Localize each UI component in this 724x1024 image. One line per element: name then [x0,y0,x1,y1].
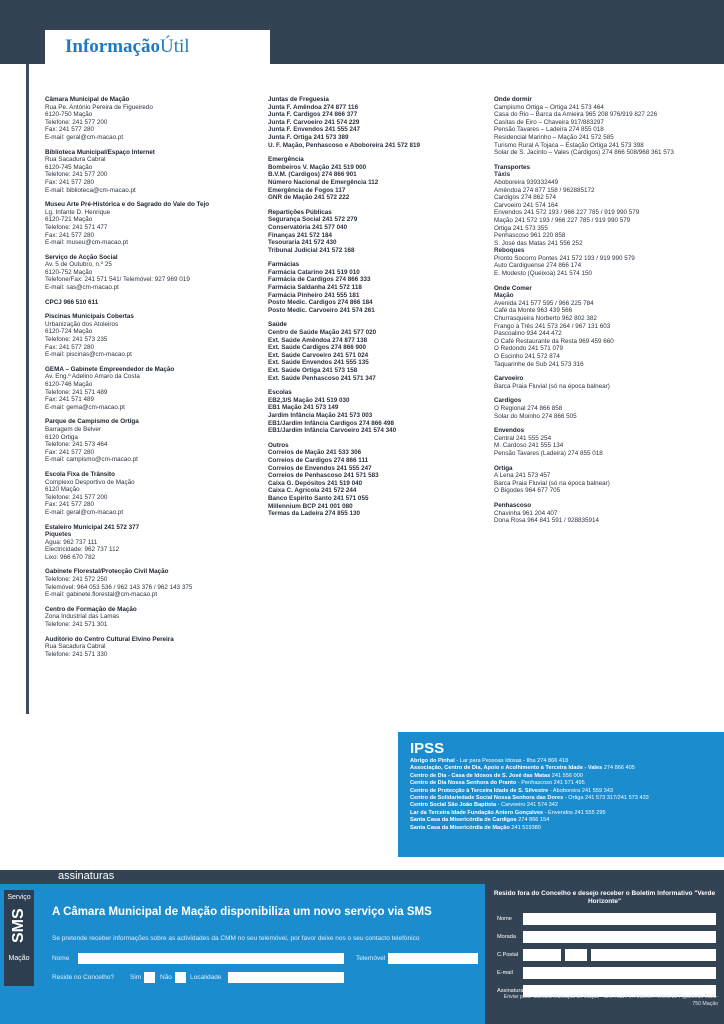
sms-no-label: Não [160,974,172,981]
col2-block-heading: Emergência [268,156,304,164]
col1-block [45,524,255,562]
col1-block-line: E-mail: gema@cm-macao.pt [45,403,125,411]
ipss-title: IPSS [410,740,445,757]
col2-block-line: Conservatória 241 577 040 [268,223,348,231]
ipss-item-detail: - Envendos 241 555 295 [543,809,606,816]
col2-block [268,156,483,202]
sms-phone-label: Telemóvel [356,955,386,962]
col1-block-line: Rua Pe. António Pereira de Figueiredo [45,103,153,111]
col1-block [45,568,255,598]
col1-block-heading: Escola Fixa de Trânsito [45,470,115,478]
col3-block-line: E. Modesto (Queixoa) 241 574 150 [494,270,593,278]
col3-block-line: Avenida 241 577 595 / 966 225 784 [494,299,594,307]
col2-block-heading: Escolas [268,389,292,397]
col3-block-line: Frango à Três 241 573 264 / 967 131 603 [494,322,611,330]
col2-block-line: Correios de Envendos 241 555 247 [268,464,372,472]
col2-block-heading: Farmácias [268,261,300,269]
col2-block-line: Ext. Saúde Amêndoa 274 877 138 [268,336,368,344]
col3-block-heading: Transportes [494,163,531,171]
col2-block-line: Bombeiros V. Mação 241 519 000 [268,163,367,171]
col2-block-line: Millennium BCP 241 001 080 [268,502,353,510]
form-footer: Enviar para: Câmara Municipal de Mação - C/k. Rua Pe. António Pereira de Figueiredo 6120-750 Mação [503,994,718,1007]
col3-block-line: O Regional 274 866 858 [494,404,563,412]
signatures-bar [0,870,724,884]
col2-block-line: Farmácia Catarino 241 519 010 [268,268,360,276]
ipss-item-name: Centro de Solidariedade Social Nossa Senhora das Dores [410,795,564,802]
form-name-label: Nome [497,916,512,922]
col1-block-heading: Parque de Campismo de Ortiga [45,418,139,426]
ipss-item-name: Lar da Terceira Idade Fundação Antero Gonçalves [410,809,544,816]
col1-block-line: E-mail: geral@cm-macao.pt [45,508,124,516]
ipss-item [410,788,724,795]
col3-block [494,164,716,278]
col1-block [45,299,255,307]
col3-block-line: A Lena 241 573 457 [494,472,551,480]
col1-block-line: Telefone: 241 573 235 [45,336,108,344]
col1-block-line: Telefone: 241 572 250 [45,576,108,584]
col3-block-line: Carvoeiro 241 574 164 [494,201,559,209]
ipss-item-detail: 274 866 154 [516,817,550,824]
left-margin-rule [26,64,29,714]
col2-block-line: Posto Medic. Cardigos 274 866 184 [268,299,373,307]
ipss-item-name: Centro de Protecção à Terceira Idade de S. Silvestre [410,787,549,794]
col1-block-heading: Gabinete Florestal/Protecção Civil Mação [45,568,169,576]
col2-block-line: Caixa C. Agrícola 241 572 244 [268,487,357,495]
col3-block-line: Residencial Marinho – Mação 241 572 585 [494,133,614,141]
col3-block [494,502,716,525]
col1-block-line: Telefone: 241 571 477 [45,223,108,231]
col1-block-line: Rua Sacadura Cabral [45,643,106,651]
col1-block-line: Telefone: 241 577 200 [45,118,108,126]
col2-block-line: Tribunal Judicial 241 572 168 [268,246,355,254]
ipss-item [410,773,724,780]
col2-block-line: GNR de Mação 241 572 222 [268,194,350,202]
col2-block [268,261,483,314]
col1-block [45,96,255,142]
col1-block-line: 6120 Mação [45,486,80,494]
col2-block-line: Correios de Mação 241 533 306 [268,449,362,457]
col1-block-line: Av. 5 de Outubro, n.º 25 [45,261,112,269]
form-postal-label: C.Postal [497,952,519,958]
col3-block-line: Chavinha 961 204 407 [494,509,558,517]
col1-block-line: Telefone: 241 571 489 [45,388,108,396]
col2-block-line: Correios de Penhascoso 241 571 583 [268,472,379,480]
form-email-label: E-mail [497,970,513,976]
col1-block-line: E-mail: geral@cm-macao.pt [45,133,124,141]
ipss-item [410,817,724,824]
ipss-item-name: Santa Casa da Misericórdia de Mação [410,824,510,831]
col2-block-line: Ext. Saúde Envendos 241 555 135 [268,359,369,367]
sms-name-input[interactable] [78,953,344,964]
col3-block-line: Pronto Socorro Pontes 241 572 193 / 919 990 579 [494,254,635,262]
col3-block [494,427,716,457]
col3-block [494,285,716,369]
sms-no-checkbox[interactable] [175,972,186,983]
col2-block-line: Posto Medic. Carvoeiro 241 574 261 [268,306,375,314]
col1-block-line: Fax: 241 577 280 [45,448,95,456]
col1-block-line: E-mail: biblioteca@cm-macao.pt [45,186,136,194]
col1-block-heading: Estaleiro Municipal 241 572 377 [45,523,140,531]
col2-block-line: Junta F. Envendos 241 555 247 [268,126,361,134]
col3-block-line: M. Cardoso 241 555 134 [494,442,564,450]
col1-block-heading: Serviço de Acção Social [45,253,118,261]
col1-block-line: E-mail: piscinas@cm-macao.pt [45,351,132,359]
page-title [45,30,270,66]
sms-locality-input[interactable] [228,972,344,983]
col1-block-heading: Auditório do Centro Cultural Elvino Pereira [45,635,174,643]
col2-block-line: Junta F. Amêndoa 274 877 116 [268,103,359,111]
ipss-item [410,795,724,802]
col1-block [45,201,255,247]
col2-block-line: Centro de Saúde Mação 241 577 020 [268,329,377,337]
col3-block-line: Dona Rosa 964 841 591 / 928835914 [494,517,600,525]
ipss-item-detail: - Aboboreira 241 559 343 [548,787,613,794]
col1-block-line: Telefone: 241 571 301 [45,621,108,629]
ipss-item-detail: - Ortiga 241 573 317/241 573 433 [563,795,649,802]
col1-block [45,149,255,195]
contacts-column-1 [45,96,255,665]
col1-block-line: Lixo: 966 670 782 [45,553,96,561]
col1-block-heading: Piscinas Municipais Cobertas [45,313,134,321]
col1-block-line: E-mail: museu@cm-macao.pt [45,239,129,247]
sms-phone-input[interactable] [388,953,478,964]
ipss-item-detail: 274 866 405 [602,765,635,772]
col1-block-line: Fax: 241 577 280 [45,231,95,239]
col3-block [494,397,716,420]
ipss-item-name: Centro Social São João Baptista [410,802,497,809]
col1-block-line: Barragem de Belver [45,425,101,433]
col3-block-line: Barca Praia Fluvial (só na época balnear) [494,382,610,390]
col2-block-line: Correios de Cardigos 274 866 111 [268,456,369,464]
col2-block-line: Segurança Social 241 572 279 [268,216,358,224]
ipss-item-detail: - Carvoeiro 241 574 342 [496,802,558,809]
form-postal-input-1[interactable] [523,949,561,961]
col1-block [45,366,255,412]
ipss-item-name: Associação, Centro de Dia, Apoio e Acolhimento à Terceira Idade - Vales [410,765,603,772]
col3-block-line: Taquarinhe de Sub 241 573 316 [494,360,584,368]
col1-block-line: Av. Eng.º Adelino Amaro da Costa [45,373,140,381]
sms-title: A Câmara Municipal de Mação disponibiliza um novo serviço via SMS [52,906,432,918]
sms-logo-big: SMS [10,908,27,943]
col3-block-line: Solar de S. Jacinto – Vales (Cardigos) 274 866 508/968 361 573 [494,149,674,157]
col3-block-line: Reboques [494,247,525,255]
col1-block-line: Urbanização dos Atoleiros [45,320,119,328]
col2-block-line: Ext. Saúde Penhascoso 241 571 347 [268,374,376,382]
col1-block-heading: GEMA – Gabinete Empreendedor de Mação [45,365,175,373]
ipss-item-name: Centro de Dia - Casa de Idosos de S. José das Matas [410,772,551,779]
col3-block-line: O Escinho 241 572 874 [494,353,560,360]
col3-block-line: Central 241 555 254 [494,434,552,442]
col3-block [494,375,716,390]
col1-block-line: Complexo Desportivo de Mação [45,478,135,486]
sms-resident-label: Reside no Concelho? [52,974,115,981]
col2-block-line: Farmácia Saldanha 241 572 118 [268,284,362,292]
col3-block-heading: Ortiga [494,464,513,472]
col1-block-line: Telefone: 241 577 200 [45,171,108,179]
col2-block [268,321,483,382]
col3-block-line: Táxis [494,171,511,179]
col2-block-line: Ext. Saúde Ortiga 241 573 158 [268,367,358,374]
col3-block-line: Casitas de Eiro – Chaveira 917/883297 [494,118,604,126]
col1-block-line: 6120 Ortiga [45,433,78,441]
col1-block-line: Telefone: 241 577 200 [45,493,108,501]
col2-block-line: EB2,3/S Mação 241 519 030 [268,396,350,404]
sms-yes-label: Sim [130,974,142,981]
col2-block-heading: Saúde [268,321,287,329]
col1-block-line: Zona Industrial das Lamas [45,613,120,621]
col1-block-line: Electricidade: 962 737 112 [45,546,120,554]
col1-block-heading: Biblioteca Municipal/Espaço Internet [45,148,155,156]
ipss-item-name: Abrigo do Pinhal [410,758,455,764]
contacts-column-3 [494,96,716,532]
col2-block-line: Farmácia Pinheiro 241 555 181 [268,291,360,299]
sms-description: Se pretende receber informações sobre as actividades da CMM no seu telemóvel, por favor deixe nos o seu contacto telefónico [52,935,420,942]
col1-block-line: 6120-745 Mação [45,163,93,171]
form-signature-label: Assinatura [497,988,524,994]
col3-block-line: Solar do Moinho 274 866 505 [494,412,577,420]
col2-block-line: Tesouraria 241 572 430 [268,239,337,247]
ipss-panel [398,732,724,857]
col1-block-line: Água: 962 737 111 [45,538,98,546]
col3-block-line: Mação [494,292,514,300]
col3-block-heading: Carvoeiro [494,375,524,383]
ipss-item [410,802,724,809]
col3-block [494,465,716,495]
col3-block-heading: Cardigos [494,397,522,405]
col2-block-line: Emergência de Fogos 117 [268,186,346,194]
col2-block-heading: Outros [268,441,289,449]
sms-logo-bottom: Mação [8,955,30,962]
col1-block-heading: Centro de Formação de Mação [45,605,137,613]
col3-block-line: Ortiga 241 573 355 [494,224,548,232]
col3-block-line: Campismo Ortiga – Ortiga 241 573 464 [494,103,604,111]
col2-block [268,96,483,149]
col3-block-line: O Café Restaurante da Resta 969 459 660 [494,337,614,345]
col3-block-line: Barca Praia Fluvial (só na época balnear) [494,479,610,487]
col1-block-line: Piquetes [45,531,72,539]
col2-block [268,209,483,255]
col2-block-line: Junta F. Ortiga 241 573 389 [268,133,349,141]
col1-block [45,636,255,659]
ipss-item-detail: - Penhascoso 241 571 495 [516,780,585,787]
col2-block-line: Banco Espírito Santo 241 571 055 [268,494,369,502]
col3-block-line: Envendos 241 572 193 / 966 227 785 / 919 990 579 [494,209,640,217]
ipss-item-detail: 241 556 000 [550,772,583,779]
col3-block-line: Turismo Rural A Tojaca – Estação Ortiga 241 573 398 [494,141,644,149]
col1-block-line: Fax: 241 577 280 [45,178,95,186]
col2-block-line: U. F. Mação, Penhascoso e Aboboreira 241 572 819 [268,141,421,149]
col3-block-line: O Redondo 241 571 079 [494,345,563,353]
col1-block-line: 6120-746 Mação [45,381,93,388]
ipss-item [410,810,724,817]
col1-block-line: 6120-750 Mação [45,111,93,119]
col3-block-line: Cardigos 274 862 574 [494,194,556,202]
col1-block-line: Telefone/Fax: 241 571 541/ Telemóvel: 927 969 019 [45,276,190,284]
sms-locality-label: Localidade [190,974,222,981]
col3-block-line: Pensão Tavares (Ladeira) 274 855 018 [494,449,603,457]
col2-block-line: EB1/Jardim Infância Carvoeiro 241 574 340 [268,427,397,435]
sms-logo [4,890,34,986]
sms-yes-checkbox[interactable] [144,972,155,983]
page-title-thin: Útil [159,36,190,57]
ipss-item [410,758,724,765]
col2-block-line: Ext. Saúde Carvoeiro 241 571 024 [268,351,369,359]
col1-block [45,471,255,517]
col3-block-line: Pascoalino 934 244 472 [494,330,562,338]
col2-block-line: EB1/Jardim Infância Cardigos 274 866 498 [268,419,394,427]
col3-block-line: Pensão Tavares – Ladeira 274 855 018 [494,126,604,134]
form-postal-input-2[interactable] [565,949,587,961]
form-email-input[interactable] [523,967,716,979]
ipss-item-detail: - Lar para Pessoas Idosas - Ilha 274 866 418 [454,758,569,764]
ipss-item [410,780,724,787]
col2-block-line: Caixa G. Depósitos 241 519 040 [268,479,363,487]
col1-block-line: E-mail: gabinete.florestal@cm-macao.pt [45,591,158,599]
form-address-label: Morada [497,934,516,940]
sms-logo-top: Serviço [7,894,31,901]
col3-block-line: S. José das Matas 241 556 252 [494,239,583,247]
col1-block-line: 6120-724 Mação [45,328,93,336]
col3-block-line: Aboboreira 939332449 [494,178,559,186]
col1-block-line: Fax: 241 577 280 [45,126,95,134]
col3-block-heading: Onde Comer [494,284,532,292]
col1-block [45,254,255,292]
col2-block-line: Finanças 241 572 184 [268,231,333,239]
sms-name-label: Nome [52,955,70,962]
col3-block [494,96,716,157]
col1-block-line: Telefone: 241 571 330 [45,650,108,658]
contacts-column-2 [268,96,483,525]
col2-block [268,389,483,435]
ipss-item [410,765,724,772]
col1-block [45,418,255,464]
col2-block-line: EB1 Mação 241 573 149 [268,404,339,412]
col2-block-line: Jardim Infância Mação 241 573 003 [268,411,373,419]
col2-block-line: Número Nacional de Emergência 112 [268,178,379,186]
col2-block-line: Farmácia de Cardigos 274 866 333 [268,276,371,284]
col3-block-heading: Onde dormir [494,96,532,103]
col1-block-line: E-mail: campismo@cm-macao.pt [45,456,138,464]
col2-block-heading: Juntas de Freguesia [268,96,329,103]
col1-block-line: Lg. Infante D. Henrique [45,208,111,216]
col1-block-line: Telemóvel: 964 053 536 / 962 143 376 / 962 143 375 [45,583,193,591]
ipss-list [410,758,724,832]
ipss-item-detail: 241 519380 [509,824,541,831]
col2-block-line: Ext. Saúde Cardigos 274 866 900 [268,344,367,352]
col3-block-line: Amêndoa 274 877 158 / 962885172 [494,186,595,194]
ipss-item [410,825,724,832]
ipss-item-name: Centro de Dia Nossa Senhora do Pranto [410,780,517,787]
col3-block-line: Penhascoso 961 220 858 [494,232,566,240]
form-address-input[interactable] [523,931,716,943]
col2-block [268,442,483,518]
signatures-label: assinaturas [58,870,115,882]
col3-block-line: O Bigodes 964 677 705 [494,487,561,495]
col3-block-line: Auto Cardiguense 274 866 174 [494,262,582,270]
col2-block-line: B.V.M. (Cardigos) 274 866 901 [268,171,357,179]
col2-block-line: Junta F. Cardigos 274 866 377 [268,111,358,119]
col1-block-line: Fax: 241 577 280 [45,501,95,509]
col3-block-heading: Penhascoso [494,501,532,509]
col1-block-line: E-mail: sas@cm-macao.pt [45,284,119,292]
col3-block-line: Churrasqueira Norberto 962 802 382 [494,315,597,323]
col1-block-line: Rua Sacadura Cabral [45,156,106,164]
col1-block-line: 6120-721 Mação [45,216,93,224]
col1-block-heading: Museu Arte Pré-Histórica e do Sagrado do Vale do Tejo [45,201,210,209]
newsletter-form-title: Resido fora do Concelho e desejo receber o Boletim Informativo "Verde Horizonte" [493,890,716,905]
col2-block-line: Termas da Ladeira 274 855 130 [268,510,360,518]
col3-block-heading: Envendos [494,427,525,435]
col2-block-heading: Repartições Públicas [268,208,332,216]
form-name-input[interactable] [523,913,716,925]
col3-block-line: Casa do Rio – Barca da Amieira 965 208 976/919 827 226 [494,111,658,119]
col1-block-heading: CPCJ 966 510 611 [45,298,99,306]
col1-block-line: Fax: 241 577 280 [45,343,95,351]
page-title-bold: Informação [65,36,160,57]
form-postal-input-3[interactable] [591,949,716,961]
col1-block [45,606,255,629]
col1-block-line: 6120-752 Mação [45,268,93,276]
col1-block-line: Fax: 241 571 489 [45,396,95,404]
col3-block-line: Mação 241 572 193 / 966 227 785 / 919 990 579 [494,216,631,224]
col1-block [45,313,255,359]
col3-block-line: Café da Monte 963 439 566 [494,307,573,315]
col2-block-line: Junta F. Carvoeiro 241 574 229 [268,118,360,126]
col1-block-line: Telefone: 241 573 464 [45,441,108,449]
col1-block-heading: Câmara Municipal de Mação [45,96,130,103]
ipss-item-name: Santa Casa da Misericórdia de Cardigos [410,817,517,824]
